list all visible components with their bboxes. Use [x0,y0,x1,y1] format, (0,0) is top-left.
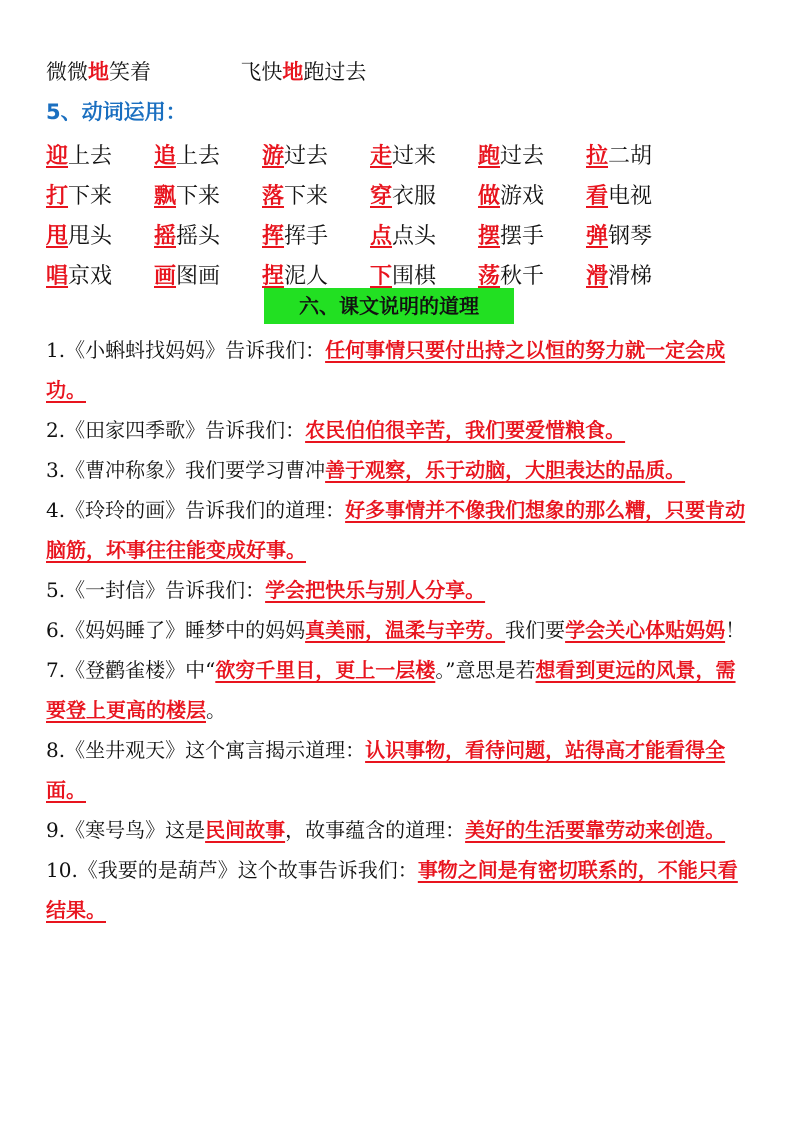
verb-object: 二胡 [608,143,653,169]
item-question: 10.《我要的是葫芦》这个故事告诉我们： [46,858,418,882]
verb-char: 摇 [154,223,177,249]
verb-object: 图画 [176,263,221,289]
verb-object: 摇头 [176,223,221,249]
verb-char: 迎 [46,143,69,169]
moral-item [46,570,751,610]
verb-object: 钢琴 [608,223,653,249]
verb-phrase [586,179,694,210]
verb-phrase [370,219,478,250]
verb-char: 点 [370,223,393,249]
verb-phrase [478,179,586,210]
verb-char: 画 [154,263,177,289]
verb-char: 跑 [478,143,501,169]
verb-phrase [478,139,586,170]
verb-phrase [154,139,262,170]
verb-phrase [370,139,478,170]
item-answer: 善于观察，乐于动脑，大胆表达的品质。 [325,458,686,482]
verb-char: 追 [154,143,177,169]
item-answer: 民间故事 [205,818,286,842]
verb-char: 滑 [586,263,609,289]
verb-object: 过去 [284,143,329,169]
verb-object: 下来 [284,183,329,209]
adverb-examples-line [46,56,366,86]
verb-row [46,174,694,214]
verb-phrase [262,179,370,210]
verb-char: 唱 [46,263,69,289]
verb-phrase [46,139,154,170]
item-question: 1.《小蝌蚪找妈妈》告诉我们： [46,338,326,362]
moral-item [46,810,751,850]
verb-object: 衣服 [392,183,437,209]
verb-object: 上去 [176,143,221,169]
phrase-text: 笑着 [109,60,151,84]
verb-char: 弹 [586,223,609,249]
item-connector: ，故事蕴含的道理： [285,818,466,842]
verb-object: 甩头 [68,223,113,249]
section-5-heading: 5、动词运用： [46,100,187,124]
item-question: 7.《登鹳雀楼》中“ [46,658,216,682]
verb-char: 走 [370,143,393,169]
highlighted-char: 地 [282,60,304,84]
verb-object: 挥手 [284,223,329,249]
verb-char: 做 [478,183,501,209]
item-question: 6.《妈妈睡了》睡梦中的妈妈 [46,618,306,642]
item-answer: 事物之间是有密切联系的，不能只看结果。 [46,858,738,922]
verb-usage-grid [46,134,694,294]
verb-phrase [370,259,478,290]
verb-object: 泥人 [284,263,329,289]
item-connector: 我们要 [505,618,566,642]
verb-object: 下来 [176,183,221,209]
moral-item [46,450,751,490]
verb-char: 打 [46,183,69,209]
verb-phrase [46,259,154,290]
verb-object: 秋千 [500,263,545,289]
verb-char: 捏 [262,263,285,289]
item-answer: 真美丽，温柔与辛劳。 [305,618,506,642]
item-question: 8.《坐井观天》这个寓言揭示道理： [46,738,366,762]
item-answer: 农民伯伯很辛苦，我们要爱惜粮食。 [305,418,626,442]
moral-item [46,610,751,650]
verb-phrase [154,179,262,210]
item-answer: 任何事情只要付出持之以恒的努力就一定会成功。 [46,338,726,402]
verb-phrase [154,259,262,290]
item-answer: 美好的生活要靠劳动来创造。 [465,818,726,842]
item-end: ！ [725,618,746,642]
moral-item [46,330,751,410]
verb-phrase [46,179,154,210]
verb-object: 电视 [608,183,653,209]
verb-phrase [370,179,478,210]
item-question: 5.《一封信》告诉我们： [46,578,266,602]
verb-char: 摆 [478,223,501,249]
verb-object: 围棋 [392,263,437,289]
verb-phrase [154,219,262,250]
verb-row [46,134,694,174]
verb-char: 拉 [586,143,609,169]
item-end: 。 [206,698,226,722]
item-question: 9.《寒号鸟》这是 [46,818,206,842]
verb-char: 甩 [46,223,69,249]
lesson-morals-list [46,330,751,930]
verb-object: 过去 [500,143,545,169]
verb-char: 下 [370,263,393,289]
item-answer: 认识事物，看待问题，站得高才能看得全面。 [46,738,726,802]
verb-char: 挥 [262,223,285,249]
item-answer: 想看到更远的风景，需要登上更高的楼层 [46,658,736,722]
verb-phrase [262,259,370,290]
verb-object: 点头 [392,223,437,249]
item-connector: 。”意思是若 [435,658,536,682]
verb-char: 游 [262,143,285,169]
item-answer: 学会关心体贴妈妈 [565,618,726,642]
verb-object: 下来 [68,183,113,209]
moral-item [46,730,751,810]
item-question: 2.《田家四季歌》告诉我们： [46,418,306,442]
moral-item [46,850,751,930]
phrase-text: 飞快 [240,60,283,84]
verb-object: 过来 [392,143,437,169]
highlighted-char: 地 [88,60,109,84]
verb-phrase [586,259,694,290]
verb-object: 滑梯 [608,263,653,289]
moral-item [46,410,751,450]
verb-phrase [586,219,694,250]
verb-row [46,214,694,254]
item-question: 4.《玲玲的画》告诉我们的道理： [46,498,346,522]
verb-phrase [262,219,370,250]
verb-phrase [478,259,586,290]
verb-char: 穿 [370,183,393,209]
moral-item [46,650,751,730]
verb-object: 游戏 [500,183,545,209]
phrase-text: 微微 [46,60,88,84]
verb-phrase [478,219,586,250]
verb-char: 落 [262,183,285,209]
verb-phrase [46,219,154,250]
phrase-text: 跑过去 [303,60,367,84]
moral-item [46,490,751,570]
item-answer: 欲穷千里目，更上一层楼 [215,658,436,682]
section-6-heading: 六、课文说明的道理 [264,288,514,324]
verb-object: 京戏 [68,263,113,289]
verb-phrase [586,139,694,170]
item-answer: 好多事情并不像我们想象的那么糟，只要肯动脑筋，坏事往往能变成好事。 [46,498,746,562]
verb-object: 摆手 [500,223,545,249]
verb-char: 荡 [478,263,501,289]
item-answer: 学会把快乐与别人分享。 [265,578,486,602]
verb-char: 飘 [154,183,177,209]
verb-char: 看 [586,183,609,209]
verb-phrase [262,139,370,170]
item-question: 3.《曹冲称象》我们要学习曹冲 [46,458,326,482]
verb-object: 上去 [68,143,113,169]
